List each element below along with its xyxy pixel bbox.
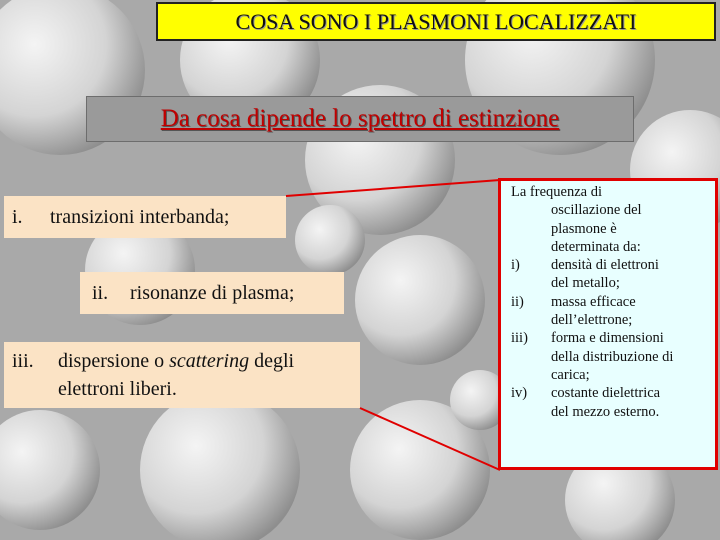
connector-line-top bbox=[286, 180, 500, 196]
box-intro-line: oscillazione del bbox=[551, 202, 642, 219]
factor-text: forma e dimensioni bbox=[551, 330, 664, 347]
factor-number: iii) bbox=[511, 330, 528, 347]
factor-text: del mezzo esterno. bbox=[551, 403, 660, 420]
page-title-text: COSA SONO I PLASMONI LOCALIZZATI bbox=[235, 8, 637, 34]
factor-text: della distribuzione di bbox=[551, 348, 674, 365]
factor-text: del metallo; bbox=[551, 275, 620, 292]
factor-text: densità di elettroni bbox=[551, 257, 659, 274]
plasmon-frequency-box bbox=[498, 178, 718, 470]
factor-number: iv) bbox=[511, 385, 528, 402]
list-item-text: degli bbox=[249, 350, 295, 372]
list-item-number: i. bbox=[12, 205, 23, 228]
factor-number: ii) bbox=[511, 293, 524, 310]
list-item-number: ii. bbox=[92, 281, 109, 304]
list-item-text-line2: elettroni liberi. bbox=[58, 378, 177, 400]
factor-text: dell’elettrone; bbox=[551, 312, 633, 329]
factor-item bbox=[511, 384, 715, 402]
list-item-number: iii. bbox=[12, 350, 34, 372]
factor-item bbox=[511, 293, 715, 311]
list-item-text: risonanze di plasma; bbox=[130, 281, 295, 304]
factor-text: costante dielettrica bbox=[551, 385, 661, 402]
factor-item bbox=[511, 256, 715, 274]
section-subtitle-text: Da cosa dipende lo spettro di estinzione bbox=[160, 105, 560, 132]
connector-line-bottom bbox=[360, 408, 500, 470]
box-intro-line: determinata da: bbox=[551, 238, 641, 255]
box-intro-line: plasmone è bbox=[551, 220, 617, 237]
factor-text: carica; bbox=[551, 366, 590, 383]
list-item-text: transizioni interbanda; bbox=[50, 205, 230, 228]
factor-item bbox=[511, 329, 715, 347]
box-intro-line: La frequenza di bbox=[511, 184, 602, 200]
list-item-italic-text: scattering bbox=[169, 350, 250, 372]
factor-text: massa efficace bbox=[551, 293, 636, 310]
factor-number: i) bbox=[511, 257, 520, 274]
list-item-text: dispersione o bbox=[58, 350, 170, 372]
